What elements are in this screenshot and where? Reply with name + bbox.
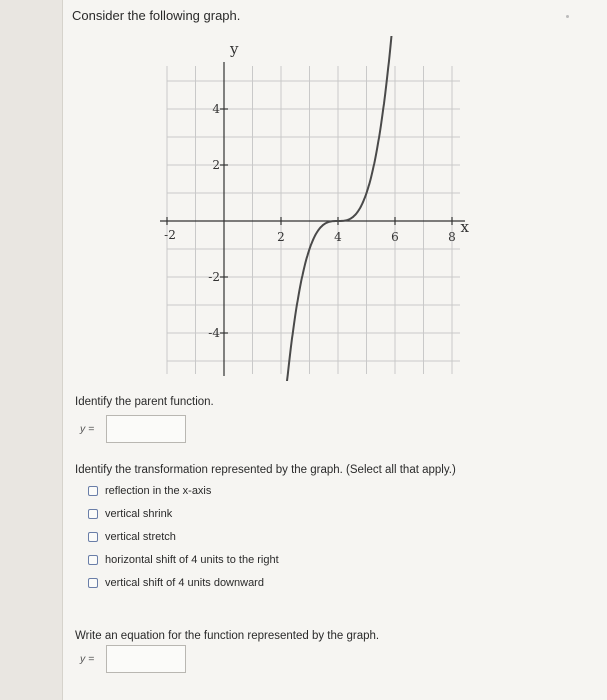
- transformation-options: [88, 479, 279, 594]
- option-vertical-shrink[interactable]: [88, 502, 279, 525]
- option-label: vertical shrink: [105, 507, 173, 520]
- y-axis-label: y: [230, 40, 239, 58]
- equation-input[interactable]: [106, 645, 186, 673]
- answer-row-1: [80, 415, 186, 443]
- parent-function-input[interactable]: [106, 415, 186, 443]
- question-1-text: Identify the parent function.: [75, 396, 214, 408]
- x-tick-label: 6: [391, 230, 399, 244]
- y-tick-label: 4: [212, 102, 220, 116]
- y-tick-label: 2: [212, 158, 220, 172]
- option-vertical-stretch[interactable]: [88, 525, 279, 548]
- prompt-text: Consider the following graph.: [72, 8, 241, 23]
- option-reflection[interactable]: [88, 479, 279, 502]
- x-tick-label: 8: [448, 230, 456, 244]
- y-equals-label: y =: [80, 653, 95, 665]
- x-tick-label: 2: [277, 230, 285, 244]
- x-axis-label: x: [460, 218, 469, 236]
- option-label: vertical shift of 4 units downward: [105, 576, 264, 589]
- option-label: reflection in the x-axis: [105, 484, 212, 497]
- checkbox-icon[interactable]: [88, 578, 98, 588]
- option-label: horizontal shift of 4 units to the right: [105, 553, 279, 566]
- checkbox-icon[interactable]: [88, 532, 98, 542]
- option-vertical-shift[interactable]: [88, 571, 279, 594]
- checkbox-icon[interactable]: [88, 555, 98, 565]
- question-2-text: Identify the transformation represented by the graph. (Select all that apply.): [75, 464, 456, 476]
- option-label: vertical stretch: [105, 530, 176, 543]
- answer-row-3: [80, 645, 186, 673]
- x-tick-label: -2: [164, 228, 176, 242]
- checkbox-icon[interactable]: [88, 486, 98, 496]
- function-graph: [150, 36, 470, 381]
- y-equals-label: y =: [80, 423, 95, 435]
- y-tick-label: -2: [208, 270, 220, 284]
- x-tick-label: 4: [334, 230, 342, 244]
- y-tick-label: -4: [208, 326, 220, 340]
- checkbox-icon[interactable]: [88, 509, 98, 519]
- decorative-dot: [566, 15, 569, 18]
- question-3-text: Write an equation for the function represented by the graph.: [75, 630, 380, 642]
- option-horizontal-shift[interactable]: [88, 548, 279, 571]
